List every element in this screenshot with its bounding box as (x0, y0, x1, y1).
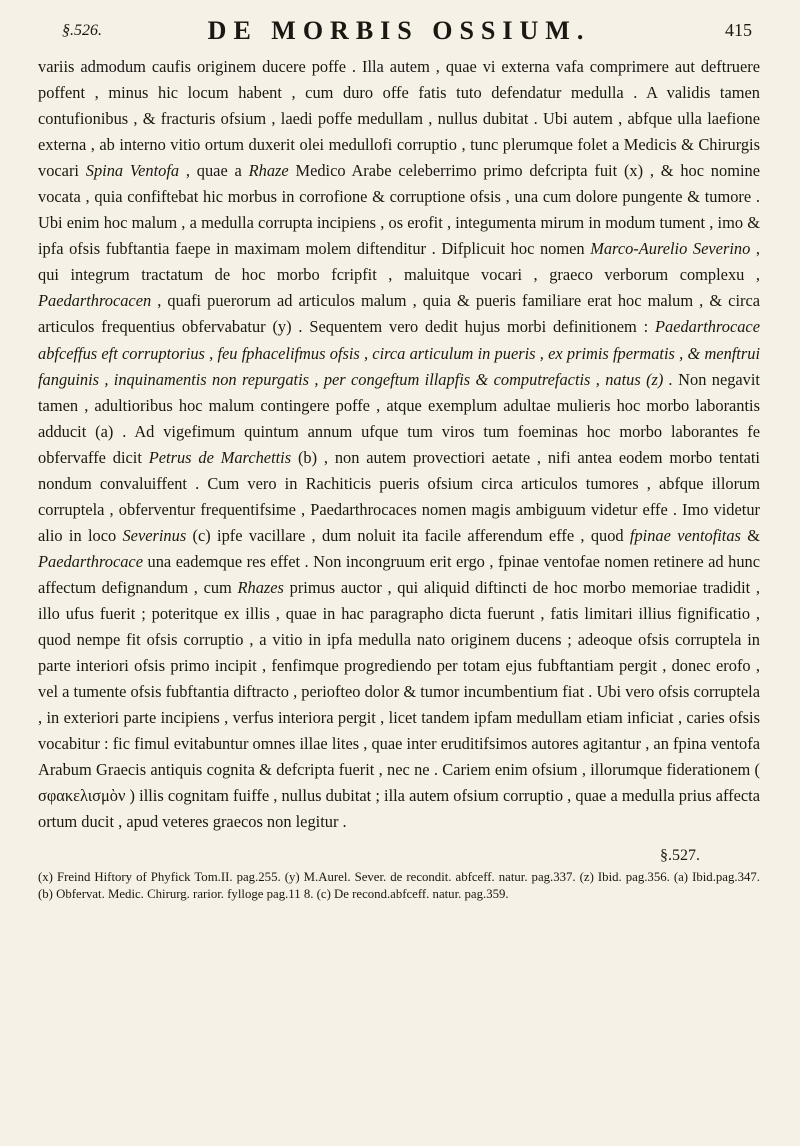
footnotes (38, 869, 760, 903)
running-header (38, 14, 760, 54)
footnote-y: (y) M.Aurel. Sever. de recondit. abfceff. natur. pag.337. (284, 870, 576, 885)
running-title: DE MORBIS OSSIUM. (207, 16, 591, 45)
section-number: §.526. (62, 22, 102, 39)
author-marchettis: Petrus de Marchettis (148, 447, 292, 467)
author-rhaze: Rhaze (248, 161, 289, 181)
paragraph: variis admodum caufis originem ducere poffe . Illa autem , quae vi externa vafa comprimere aut deftruere poffent , minus hic locum habent , cum duro offe fatis tuto defendatur medulla . A validis tamen contufionibus , & fracturis ofsium , laedi poffe medullam , nullus dubitat . Ubi autem , abfque ulla laefione externa , ab interno vitio ortum duxerit olei medullofi corruptio , tunc plerumque folet a Medicis & Chirurgis vocari Spina Ventofa , quae a Rhaze Medico Arabe celeberrimo primo defcripta fuit (x) , & hoc nomine vocata , quia confiftebat hic morbus in corrofione & corruptione ofsis , una cum dolore pungente & tumore . Ubi enim hoc malum , a medulla corrupta incipiens , os erofit , integumenta mirum in modum tument , imo & ipfa ofsis fubftantia faepe in maximam molem diftenditur . Difplicuit hoc nomen Marco-Aurelio Severino , qui integrum tractatum de hoc morbo fcripfit , maluitque vocari , graeco verborum complexu , Paedarthrocacen , quafi puerorum ad articulos malum , quia & pueris familiare erat hoc malum , & circa articulos frequentius obfervabatur (y) . Sequentem vero dedit hujus morbi definitionem : Paedarthrocace abfceffus eft corruptorius , feu fphacelifmus ofsis , circa articulum in pueris , ex primis fpermatis , & menftrui fanguinis , inquinamentis non repurgatis , per congeftum illapfis & computrefactis , natus (z) . Non negavit tamen , adultioribus hoc malum contingere poffe , atque exemplum adultae mulieris hoc morbo laborantis adducit (a) . Ad vigefimum quintum annum ufque tum viros tum foeminas hoc morbo laborantes fe obfervaffe dicit Petrus de Marchettis (b) , non autem provectiori aetate , nifi antea eodem morbo tentati nondum convaluiffent . Cum vero in Rachiticis pueris ofsium circa articulos tumores , abfque illorum corruptela , obferventur frequentifsime , Paedarthrocaces nomen magis ambiguum videtur effe . Imo videtur alio in loco Severinus (c) ipfe vacillare , dum noluit ita facile afferendum effe , quod fpinae ventofitas & Paedarthrocace una eademque res effet . Non incongruum erit ergo , fpinae ventofae nomen retinere ad hunc affectum defignandum , cum Rhazes primus auctor , qui aliquid diftincti de hoc morbo memoriae tradidit , illo ufus fuerit ; poteritque ex illis , quae in hac paragrapho dicta fuerunt , fatis limitari illius fignificatio , quod nempe fit ofsis corruptio , a vitio in ipfa medulla nato originem ducens ; adeoque ofsis corruptela in parte interiori ofsis primo incipit , fenfimque progrediendo per totam ejus fubftantiam pergit , donec erofo , vel a tumente ofsis fubftantia diftracto , periofteo dolor & tumor incumbentium fiat . Ubi vero ofsis corruptela , in exteriori parte incipiens , verfus interiora pergit , licet tandem ipfam medullam etiam inficiat , caries ofsis vocabitur : fic fimul evitabuntur omnes illae lites , quae inter eruditifsimos autores agitantur , an fpina ventofa Arabum Graecis antiquis cognita & defcripta fuerit , nec ne . Cariem enim ofsium , illorumque fiderationem ( σφακελισμὸν ) illis cognitam fuiffe , nullus dubitat ; illa autem ofsium corruptio , quae a medulla prius affecta ortum ducit , apud veteres graecos non legitur . (38, 57, 761, 832)
term-spina-ventofa: Spina Ventofa (85, 161, 180, 181)
page (38, 14, 760, 903)
definition-quote: Paedarthrocace abfceffus eft corruptorius , feu fphacelifmus ofsis , circa articulum in pueris , ex primis fpermatis , & menftrui fanguinis , inquinamentis non repurgatis , per congeftum illapfis & computrefactis , natus (z) . (38, 317, 760, 389)
footnote-c: (c) De recond.abfceff. natur. pag.359. (316, 887, 509, 902)
author-severino: Marco-Aurelio Severino (590, 239, 751, 259)
footnote-x: (x) Freind Hiftory of Phyfick Tom.II. pag.255. (38, 870, 281, 885)
term-paedarthrocace: Paedarthrocace (38, 551, 143, 571)
footnote-a: (a) Ibid.pag.347. (673, 870, 760, 885)
footnote-z: (z) Ibid. pag.356. (579, 870, 670, 885)
term-paedarthrocacen: Paedarthrocacen (38, 291, 152, 311)
body-text (38, 54, 760, 835)
author-rhazes: Rhazes (237, 577, 284, 597)
next-section-number: §.527. (660, 847, 700, 865)
footnote-b: (b) Obfervat. Medic. Chirurg. rarior. fylloge pag.11 8. (38, 887, 314, 902)
author-severinus: Severinus (122, 525, 187, 545)
term-spinae-ventofitas: fpinae ventofitas (629, 525, 741, 545)
page-number: 415 (725, 20, 752, 40)
